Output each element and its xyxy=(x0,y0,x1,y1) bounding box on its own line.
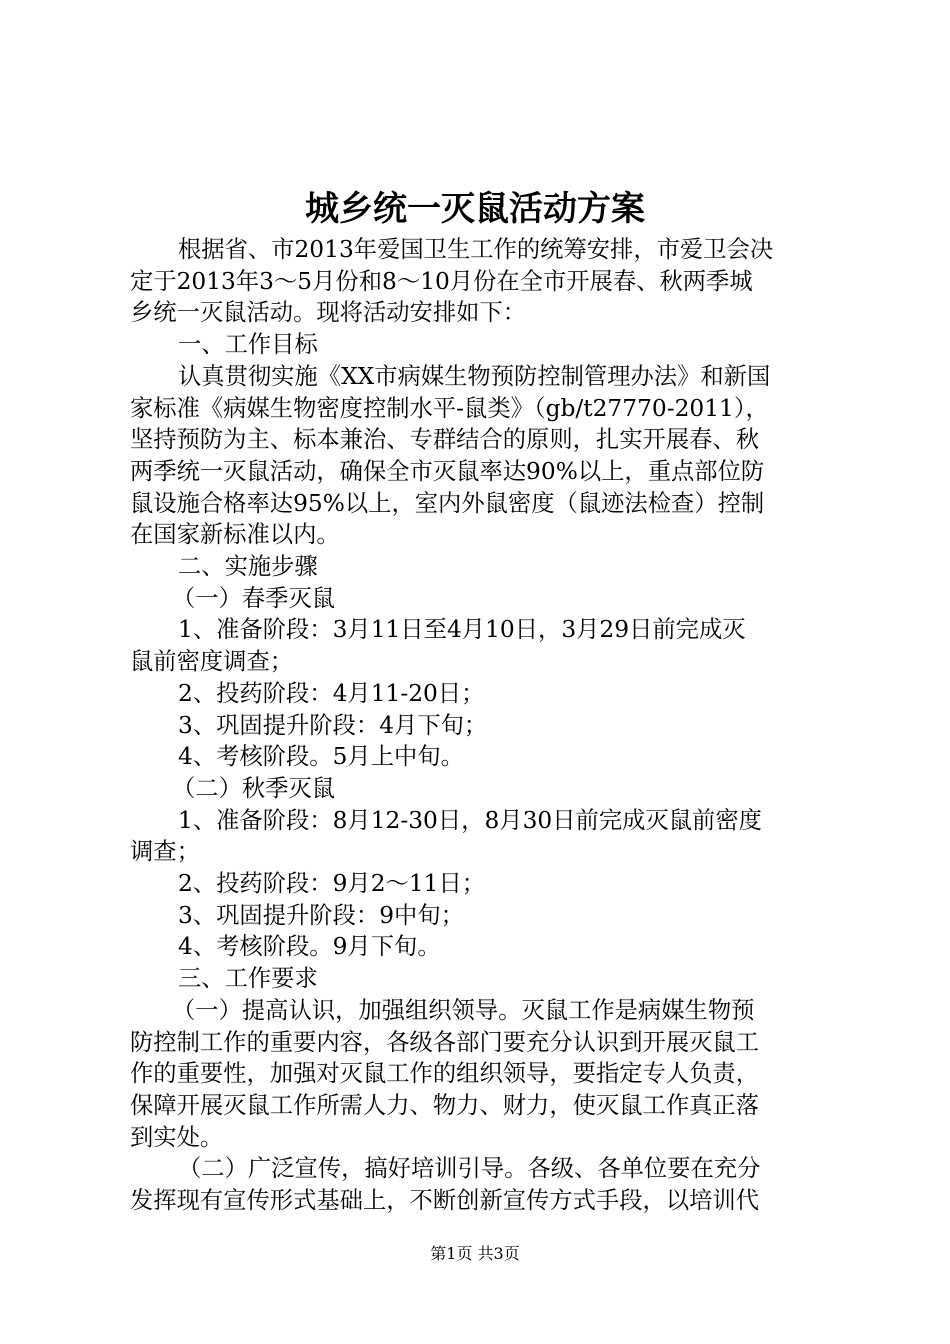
document-title: 城乡统一灭鼠活动方案 xyxy=(305,189,645,229)
text-line: 保障开展灭鼠工作所需人力、物力、财力，使灭鼠工作真正落 xyxy=(130,1091,760,1119)
document-body xyxy=(130,234,830,1217)
text-line: 认真贯彻实施《XX市病媒生物预防控制管理办法》和新国 xyxy=(178,362,771,390)
text-line: 3、巩固提升阶段：4月下旬； xyxy=(178,711,488,739)
text-line: 2、投药阶段：9月2～11日； xyxy=(178,870,486,898)
text-line: 根据省、市2013年爱国卫生工作的统筹安排，市爱卫会决 xyxy=(178,236,774,263)
text-line: （二）秋季灭鼠 xyxy=(172,774,336,802)
text-line: 作的重要性，加强对灭鼠工作的组织领导，要指定专人负责， xyxy=(130,1060,760,1088)
text-line: 调查； xyxy=(130,838,200,866)
text-line: 两季统一灭鼠活动，确保全市灭鼠率达90%以上，重点部位防 xyxy=(130,457,765,485)
text-line: 到实处。 xyxy=(130,1123,224,1151)
text-line: 2、投药阶段：4月11-20日； xyxy=(178,679,485,707)
text-line: 1、准备阶段：3月11日至4月10日，3月29日前完成灭 xyxy=(178,616,746,644)
text-line: 二、实施步骤 xyxy=(178,553,318,581)
text-line: （二）广泛宣传，搞好培训引导。各级、各单位要在充分 xyxy=(178,1155,761,1183)
text-line: 家标准《病媒生物密度控制水平-鼠类》（gb/t27770-2011）， xyxy=(130,394,769,422)
page-footer: 第1页 共3页 xyxy=(430,1244,520,1263)
text-line: 4、考核阶段。5月上中旬。 xyxy=(178,743,464,771)
text-line: 3、巩固提升阶段：9中旬； xyxy=(178,901,464,929)
text-line: 定于2013年3～5月份和8～10月份在全市开展春、秋两季城 xyxy=(130,267,753,295)
text-line: 4、考核阶段。9月下旬。 xyxy=(178,933,441,961)
text-line: （一）春季灭鼠 xyxy=(172,584,336,612)
text-line: 乡统一灭鼠活动。现将活动安排如下： xyxy=(130,299,527,327)
text-line: （一）提高认识，加强组织领导。灭鼠工作是病媒生物预 xyxy=(172,996,755,1024)
text-line: 三、工作要求 xyxy=(178,965,318,993)
text-line: 在国家新标准以内。 xyxy=(130,521,340,549)
text-line: 1、准备阶段：8月12-30日，8月30日前完成灭鼠前密度 xyxy=(178,806,762,834)
text-line: 坚持预防为主、标本兼治、专群结合的原则，扎实开展春、秋 xyxy=(130,426,760,454)
text-line: 一、工作目标 xyxy=(178,331,318,359)
text-line: 发挥现有宣传形式基础上，不断创新宣传方式手段，以培训代 xyxy=(130,1187,760,1215)
text-line: 鼠前密度调查； xyxy=(130,648,294,676)
text-line: 防控制工作的重要内容，各级各部门要充分认识到开展灭鼠工 xyxy=(130,1028,760,1056)
text-line: 鼠设施合格率达95%以上，室内外鼠密度（鼠迹法检查）控制 xyxy=(130,489,765,517)
